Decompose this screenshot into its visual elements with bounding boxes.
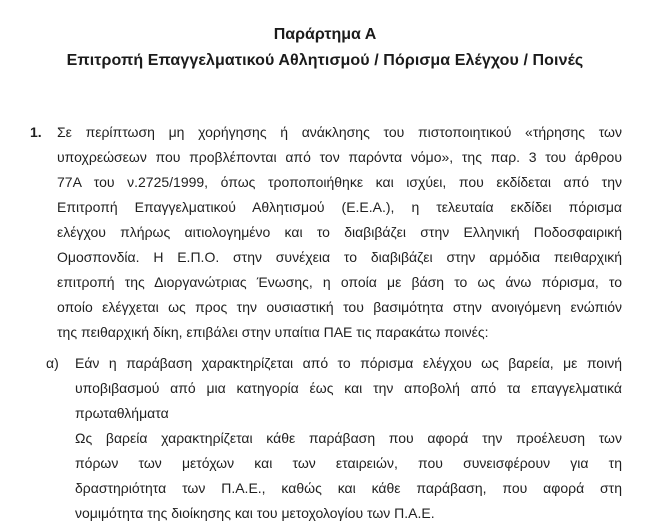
document-header [0,0,650,74]
item-1-text [57,120,622,345]
lettered-item-alpha [0,351,650,525]
paragraph-line: υποχρεώσεων που προβλέπονται από τον παρόντα νόμο», της παρ. 3 του άρθρου [57,149,622,165]
item-number: 1. [30,124,42,140]
paragraph-line: πρωταθλήματα [75,405,169,421]
document-subtitle: Επιτροπή Επαγγελματικού Αθλητισμού / Πόρισμα Ελέγχου / Ποινές [66,52,584,69]
paragraph-line: της πειθαρχική δίκη, επιβάλει στην υπαίτια ΠΑΕ τις παρακάτω ποινές: [57,324,489,340]
paragraph-line: Ομοσπονδία. Η Ε.Π.Ο. στην συνέχεια το διαβιβάζει στην αρμόδια πειθαρχική [57,249,622,265]
paragraph-line: νομιμότητα της διοίκησης και του μετοχολογίου των Π.Α.Ε. [75,505,435,521]
paragraph-line: πόρων των μετόχων και των εταιρειών, που συνεισφέρουν για τη [75,455,622,471]
document-body [0,120,650,525]
document-title: Παράρτημα Α [273,26,377,43]
paragraph-line: 77Α του ν.2725/1999, όπως τροποποιήθηκε και ισχύει, που εκδίδεται από την [57,174,622,190]
paragraph-line: οποίο ελέγχεται ως προς την ουσιαστική του βασιμότητα στην ανοιγόμενη ενώπιόν [57,299,622,315]
paragraph-line: δραστηριότητα των Π.Α.Ε., καθώς και κάθε παράβαση, που αφορά στη [75,480,622,496]
item-marker: α) [46,355,59,371]
paragraph-line: ελέγχου πλήρως αιτιολογημένο και το διαβιβάζει στην Ελληνική Ποδοσφαιρική [57,224,622,240]
paragraph-line: υποβιβασμού από μια κατηγορία έως και την αποβολή από τα επαγγελματικά [75,380,622,396]
paragraph-line: επιτροπή της Διοργανώτριας Ένωσης, η οποία με βάση το ως άνω πόρισμα, το [57,274,622,290]
paragraph-line: Σε περίπτωση μη χορήγησης ή ανάκλησης του πιστοποιητικού «τήρησης των [57,124,622,140]
numbered-item-1 [0,120,650,345]
paragraph-line: Εάν η παράβαση χαρακτηρίζεται από το πόρισμα ελέγχου ως βαρεία, με ποινή [75,355,622,371]
paragraph-line: Επιτροπή Επαγγελματικού Αθλητισμού (Ε.Ε.Α.), η τελευταία εκδίδει πόρισμα [57,199,622,215]
paragraph-line: Ως βαρεία χαρακτηρίζεται κάθε παράβαση που αφορά την προέλευση των [75,430,622,446]
item-alpha-text [75,351,622,525]
